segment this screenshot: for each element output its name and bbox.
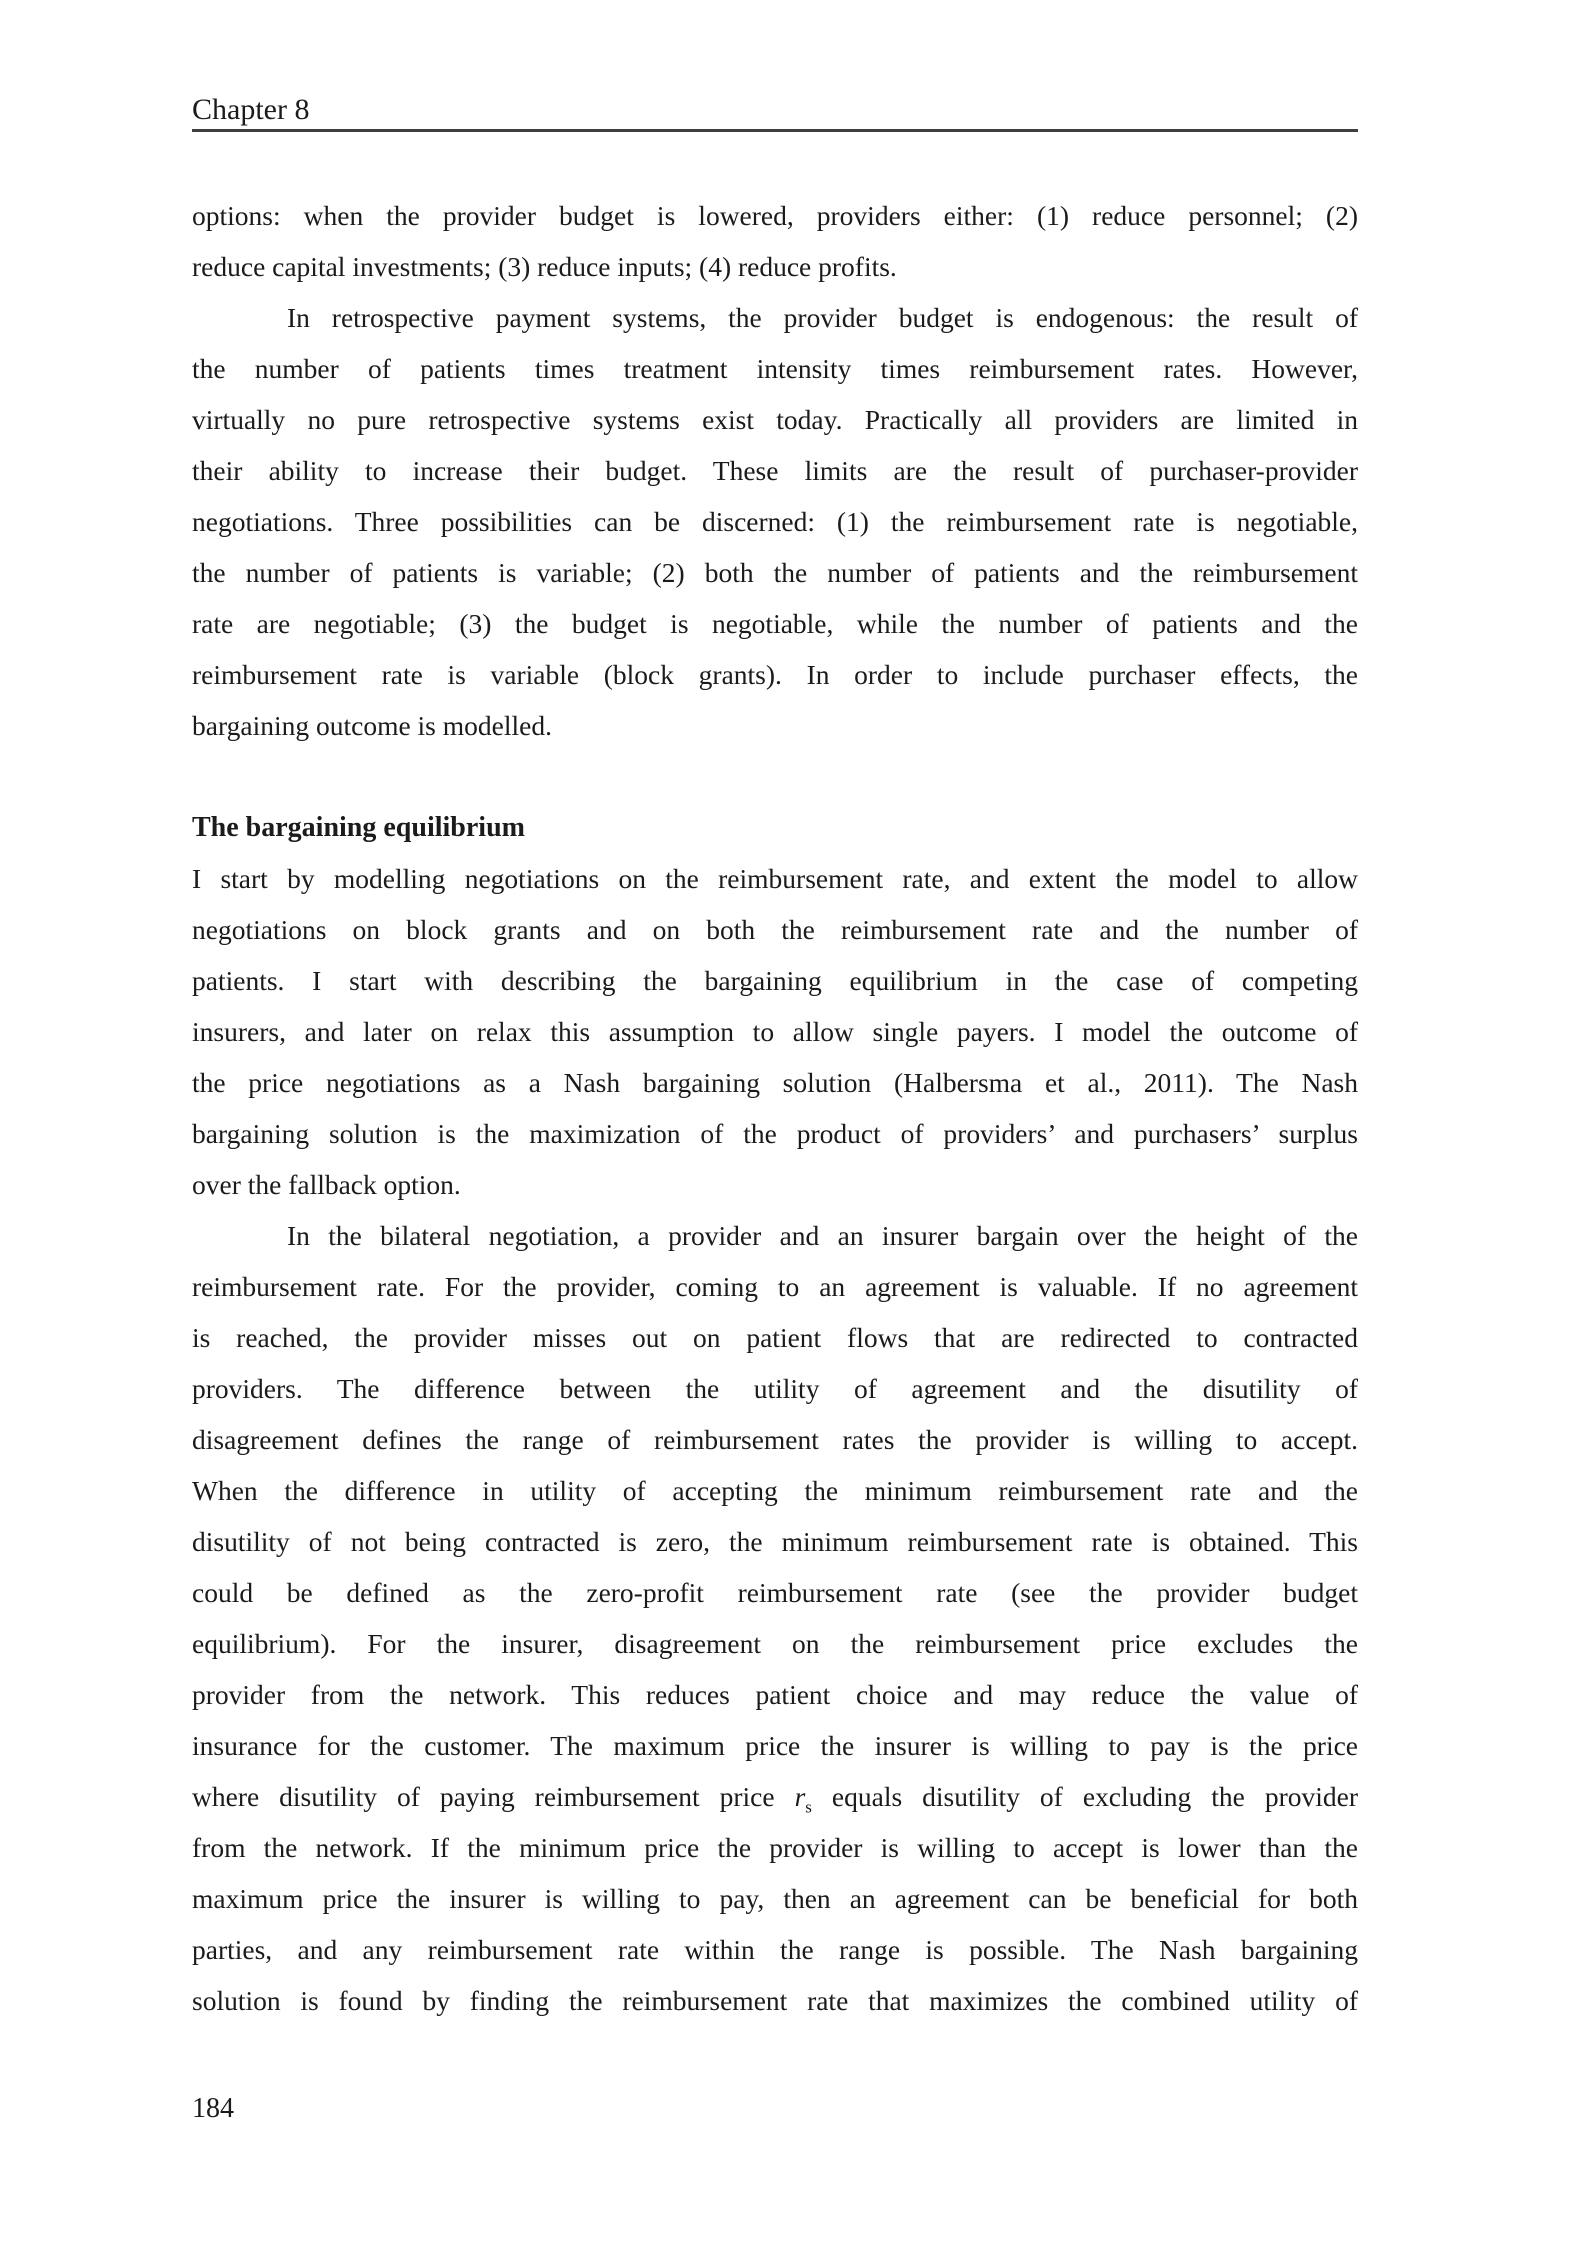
text-line: providers. The difference between the utility of agreement and the disutility of: [192, 1373, 1358, 1404]
text-line: rate are negotiable; (3) the budget is negotiable, while the number of patients and the: [192, 608, 1358, 639]
text-line: where disutility of paying reimbursement price $r_s$ equals disutility of excluding the provider: [192, 1781, 1359, 1817]
text-line: disutility of not being contracted is zero, the minimum reimbursement rate is obtained. This: [192, 1526, 1358, 1557]
text-line: solution is found by finding the reimbursement rate that maximizes the combined utility of: [192, 1985, 1358, 2016]
text-line: negotiations on block grants and on both the reimbursement rate and the number of: [192, 914, 1358, 945]
text-line: In the bilateral negotiation, a provider and an insurer bargain over the height of the: [287, 1220, 1358, 1251]
text-line: the number of patients times treatment intensity times reimbursement rates. However,: [192, 353, 1358, 384]
text-line: bargaining solution is the maximization of the product of providers’ and purchasers’ surplus: [192, 1118, 1358, 1149]
text-line: virtually no pure retrospective systems exist today. Practically all providers are limited in: [192, 404, 1358, 435]
text-line: bargaining outcome is modelled.: [192, 710, 552, 741]
text-line: reimbursement rate. For the provider, coming to an agreement is valuable. If no agreement: [192, 1271, 1358, 1302]
text-line: reimbursement rate is variable (block grants). In order to include purchaser effects, the: [192, 659, 1358, 690]
text-line: patients. I start with describing the bargaining equilibrium in the case of competing: [192, 965, 1358, 996]
text-line: In retrospective payment systems, the provider budget is endogenous: the result of: [287, 302, 1358, 333]
page-body: [192, 190, 1358, 2026]
text-line: maximum price the insurer is willing to pay, then an agreement can be beneficial for both: [192, 1883, 1358, 1914]
text-line: the number of patients is variable; (2) both the number of patients and the reimbursement: [192, 557, 1358, 588]
chapter-header: Chapter 8: [192, 92, 1358, 132]
text-line: their ability to increase their budget. These limits are the result of purchaser-provider: [192, 455, 1358, 486]
text-line: from the network. If the minimum price the provider is willing to accept is lower than the: [192, 1832, 1358, 1863]
text-line: the price negotiations as a Nash bargaining solution (Halbersma et al., 2011). The Nash: [192, 1067, 1358, 1098]
inline-math-r-sub-s: $r_s$: [794, 1781, 812, 1817]
text-line: I start by modelling negotiations on the reimbursement rate, and extent the model to allow: [192, 863, 1358, 894]
text-line: is reached, the provider misses out on patient flows that are redirected to contracted: [192, 1322, 1358, 1353]
text-line: reduce capital investments; (3) reduce inputs; (4) reduce profits.: [192, 251, 897, 282]
page-number: 184: [192, 2093, 234, 2124]
text-line: When the difference in utility of accepting the minimum reimbursement rate and the: [192, 1475, 1358, 1506]
text-line: parties, and any reimbursement rate within the range is possible. The Nash bargaining: [192, 1934, 1358, 1965]
text-line: could be defined as the zero-profit reimbursement rate (see the provider budget: [192, 1577, 1358, 1608]
text-line: over the fallback option.: [192, 1169, 461, 1200]
text-line: disagreement defines the range of reimbursement rates the provider is willing to accept.: [192, 1424, 1358, 1455]
text-line: provider from the network. This reduces patient choice and may reduce the value of: [192, 1679, 1358, 1710]
text-line: equilibrium). For the insurer, disagreement on the reimbursement price excludes the: [192, 1628, 1358, 1659]
text-line: negotiations. Three possibilities can be discerned: (1) the reimbursement rate is negotiable,: [192, 506, 1358, 537]
text-line: options: when the provider budget is lowered, providers either: (1) reduce personnel; (2): [192, 200, 1358, 231]
section-heading: The bargaining equilibrium: [192, 812, 525, 843]
text-line: insurers, and later on relax this assumption to allow single payers. I model the outcome of: [192, 1016, 1358, 1047]
text-line: insurance for the customer. The maximum price the insurer is willing to pay is the price: [192, 1730, 1358, 1761]
